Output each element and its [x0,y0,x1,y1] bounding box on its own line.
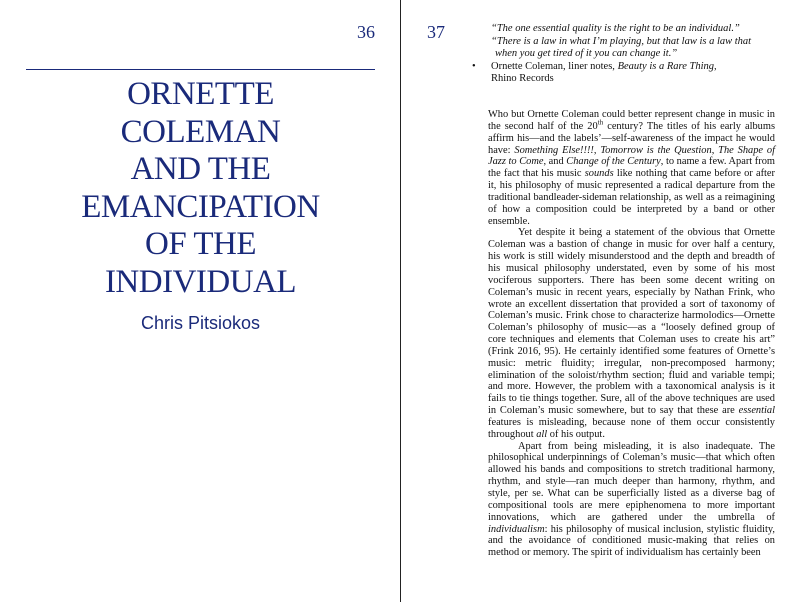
title-line: INDIVIDUAL [104,263,297,300]
title-line: EMANCIPATION [81,188,320,225]
paragraph: Yet despite it being a statement of the obvious that Ornette Coleman was a bastion of change in music for over half a century, his work is still widely misunderstood and the depth and breadth of his musical philosophy understated, even by some of his most vociferous supporters. There has been some decent writing on Coleman’s music in recent years, especially by Nathan Frink, who wrote an excellent dissertation that provided a sort of taxonomy of Coleman’s music. Frink chose to characterize harmolodics—Ornette Coleman’s philosophy of music—as a “loosely defined group of core techniques and elements that Coleman uses to create his art” (Frink 2016, 95). He certainly identified some features of Ornette’s music: metric fluidity; irregular, non-precomposed harmony; elimination of the soloist/rhythm section; fluid and variable tempi; and more. However, the problem with a taxonomical analysis is it fails to tie things together. Sure, all of the above techniques are used in Coleman’s music somewhere, but to say that these are essential features is misleading, because none of them occur consistently throughout all of his output. [488,227,775,440]
epigraph-attribution: • Ornette Coleman, liner notes, Beauty is a Rare Thing, Rhino Records [472,60,717,84]
title-line: COLEMAN [120,113,281,150]
epigraph-quote: “The one essential quality is the right to be an individual.” [491,23,740,34]
paragraph: Apart from being misleading, it is also inadequate. The philosophical underpinnings of Coleman’s music—that which often allowed his bands and compositions to stretch traditional harmony, rhythm, and style—ran much deeper than harmony, rhythm, and style, per se. What can be superficially listed as a diverse bag of compositional tools are mere epiphenomena to more important innovations, which are gathered under the umbrella of individualism: his philosophy of musical inclusion, stylistic fluidity, and the avoidance of conditioned music-making that relies on method or memory. The spirit of individualism has certainly been [488,440,775,559]
bullet-icon: • [472,60,476,72]
body-text [488,109,775,559]
page-number-left: 36 [357,22,375,42]
title-rule [26,69,375,70]
author-name: Chris Pitsiokos [140,313,261,333]
right-page [401,0,802,602]
title-line: ORNETTE [127,76,274,112]
title-line: AND THE [130,151,271,187]
epigraph-quote: “There is a law in what I’m playing, but that law is a law that when you get tired of it you can change it.” [491,35,752,59]
paragraph: Who but Ornette Coleman could better represent change in music in the second half of the 20th century? The titles of his early albums affirm his—and the labels’—self-awareness of the impact he would have: Something Else!!!!, Tomorrow is the Question, The Shape of Jazz to Come, and Change of the Century, to name a few. Apart from the fact that his music sounds like nothing that came before or after it, his philosophy of music represented a radical departure from the traditional bandleader-sideman relationship, as well as a reimagining of how a composition could be interpreted by a band or other ensemble. [488,109,776,227]
epigraph [472,23,771,86]
title-line: OF THE [145,226,256,262]
chapter-title [0,76,401,301]
page-number-right: 37 [427,22,445,42]
